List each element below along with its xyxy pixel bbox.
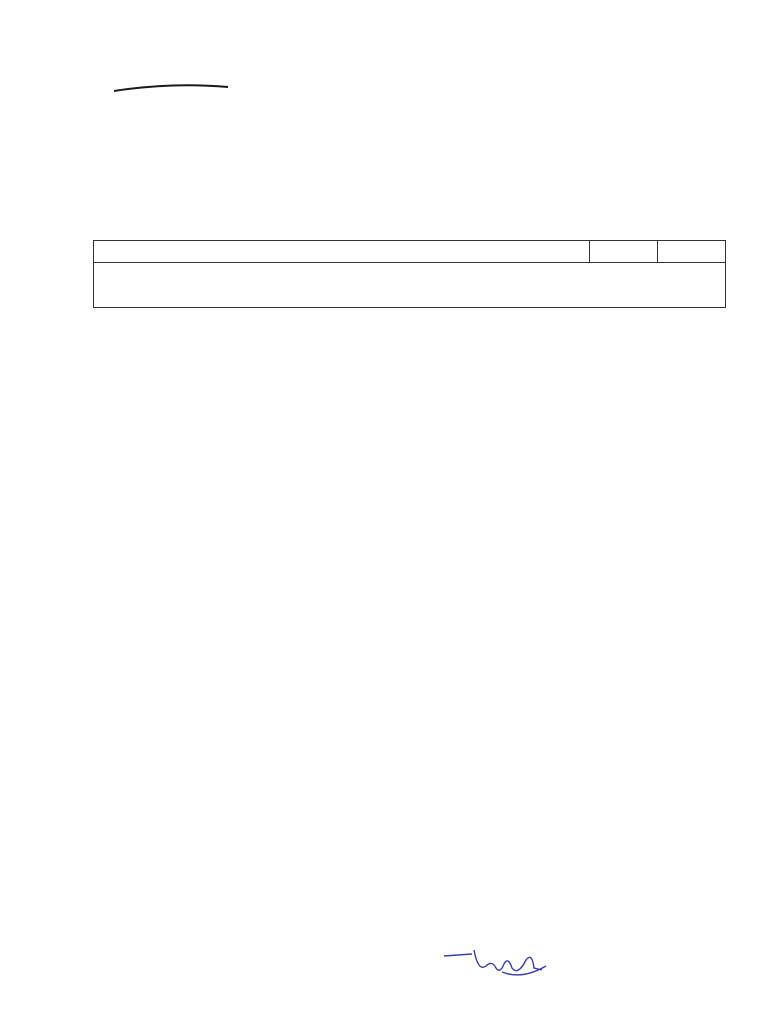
table-header-row <box>94 241 726 263</box>
col-yes-header <box>590 241 658 263</box>
checklist-table <box>93 240 726 308</box>
handwritten-signature <box>442 946 552 980</box>
general-comments <box>94 263 726 308</box>
general-comments-row <box>94 263 726 308</box>
col-na-header <box>658 241 726 263</box>
col-items-header <box>94 241 590 263</box>
logo-swoosh <box>112 84 230 92</box>
